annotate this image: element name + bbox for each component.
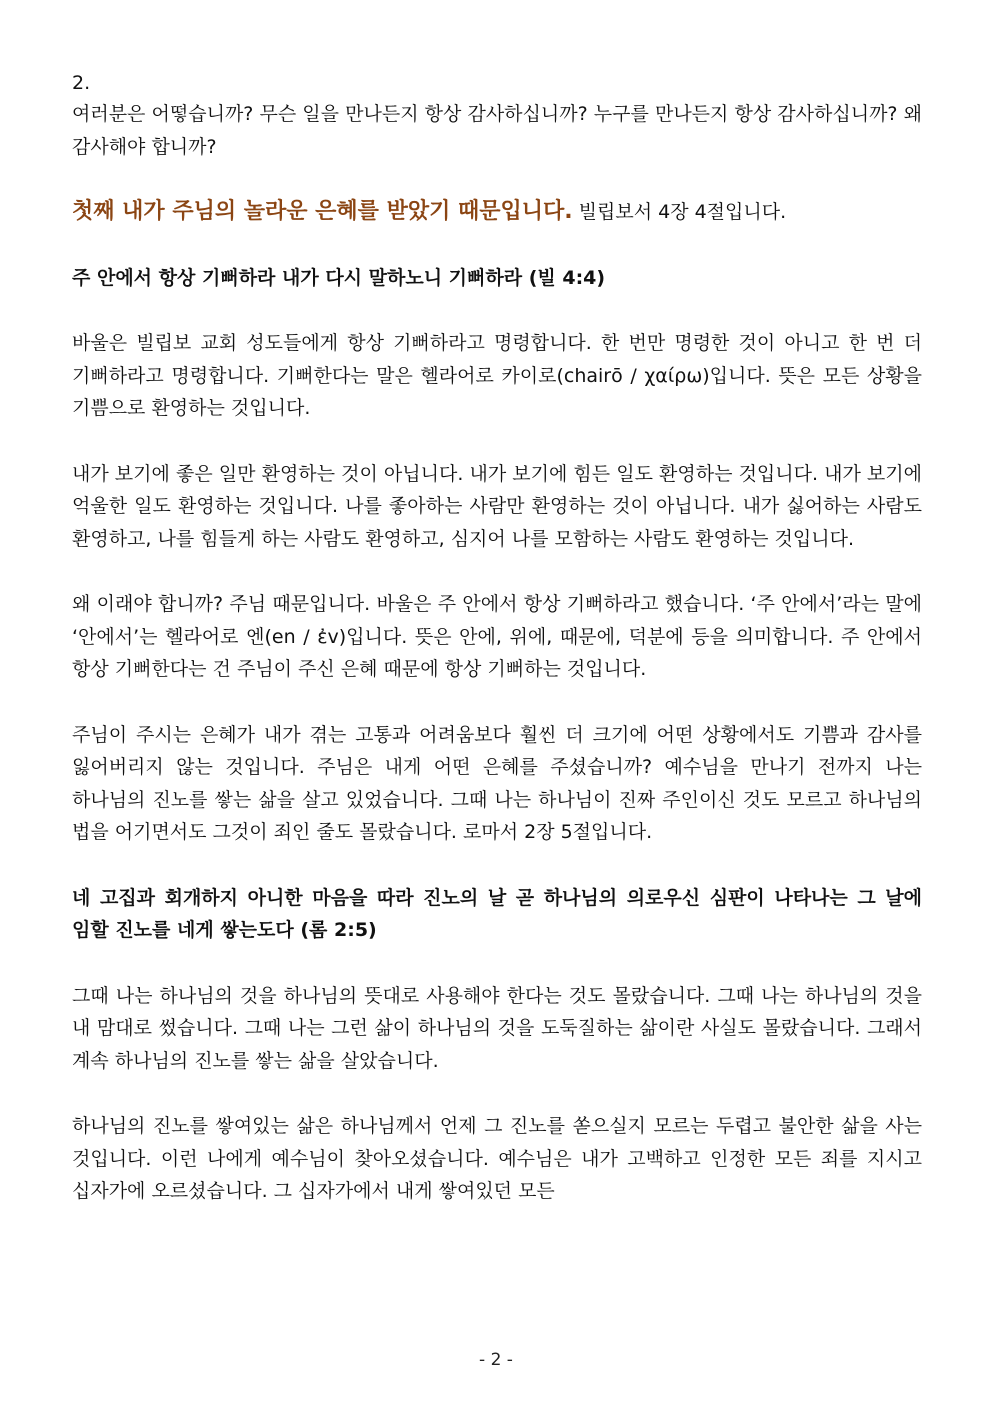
- paragraph-7: 하나님의 진노를 쌓여있는 삶은 하나님께서 언제 그 진노를 쏟으실지 모르는 두렵고 불안한 삶을 사는 것입니다. 이런 나에게 예수님이 찾아오셨습니다. 예수님은 내가 고백하고 인정한 모든 죄를 지시고 십자가에 오르셨습니다. 그 십자가에서 내게 쌓여있던 모든: [72, 1115, 922, 1202]
- paragraph-6: 그때 나는 하나님의 것을 하나님의 뜻대로 사용해야 한다는 것도 몰랐습니다. 그때 나는 하나님의 것을 내 맘대로 썼습니다. 그때 나는 그런 삶이 하나님의 것을 도둑질하는 삶이란 사실도 몰랐습니다. 그래서 계속 하나님의 진노를 쌓는 삶을 살았습니다.: [72, 984, 922, 1072]
- paragraph-3: 내가 보기에 좋은 일만 환영하는 것이 아닙니다. 내가 보기에 힘든 일도 환영하는 것입니다. 내가 보기에 억울한 일도 환영하는 것입니다. 나를 좋아하는 사람만 환영하는 것이 아닙니다. 내가 싫어하는 사람도 환영하고, 나를 힘들게 하는 사람도 환영하고, 심지어 나를 모함하는 사람도 환영하는 것입니다.: [72, 462, 922, 550]
- point-1-reference: 빌립보서 4장 4절입니다.: [572, 201, 787, 223]
- scripture-verse-1: 주 안에서 항상 기뻐하라 내가 다시 말하노니 기뻐하라 (빌 4:4): [72, 266, 606, 289]
- page-number: - 2 -: [479, 1350, 513, 1370]
- paragraph-4: 왜 이래야 합니까? 주님 때문입니다. 바울은 주 안에서 항상 기뻐하라고 했습니다. ‘주 안에서’라는 말에 ‘안에서’는 헬라어로 엔(en / ἐv)입니다. 뜻은 안에, 위에, 때문에, 덕분에 등을 의미합니다. 주 안에서 항상 기뻐한다는 건 주님이 주신 은혜 때문에 항상 기뻐하는 것입니다.: [72, 593, 922, 680]
- document-body: [72, 68, 922, 1208]
- point-1-title: 첫째 내가 주님의 놀라운 은혜를 받았기 때문입니다.: [72, 199, 573, 224]
- paragraph-1: 여러분은 어떻습니까? 무슨 일을 만나든지 항상 감사하십니까? 누구를 만나든지 항상 감사하십니까? 왜 감사해야 합니까?: [72, 103, 922, 158]
- section-number: 2.: [72, 72, 91, 94]
- paragraph-2: 바울은 빌립보 교회 성도들에게 항상 기뻐하라고 명령합니다. 한 번만 명령한 것이 아니고 한 번 더 기뻐하라고 명령합니다. 기뻐한다는 말은 헬라어로 카이로(chairō / χαίρω)입니다. 뜻은 모든 상황을 기쁨으로 환영하는 것입니다.: [72, 332, 922, 419]
- paragraph-5: 주님이 주시는 은혜가 내가 겪는 고통과 어려움보다 훨씬 더 크기에 어떤 상황에서도 기쁨과 감사를 잃어버리지 않는 것입니다. 주님은 내게 어떤 은혜를 주셨습니까? 예수님을 만나기 전까지 나는 하나님의 진노를 쌓는 삶을 살고 있었습니다. 그때 나는 하나님이 진짜 주인이신 것도 모르고 하나님의 법을 어기면서도 그것이 죄인 줄도 몰랐습니다. 로마서 2장 5절입니다.: [72, 723, 922, 843]
- scripture-verse-2: 네 고집과 회개하지 아니한 마음을 따라 진노의 날 곧 하나님의 의로우신 심판이 나타나는 그 날에 임할 진노를 네게 쌓는도다 (롬 2:5): [72, 886, 922, 941]
- point-1-line: [72, 196, 922, 229]
